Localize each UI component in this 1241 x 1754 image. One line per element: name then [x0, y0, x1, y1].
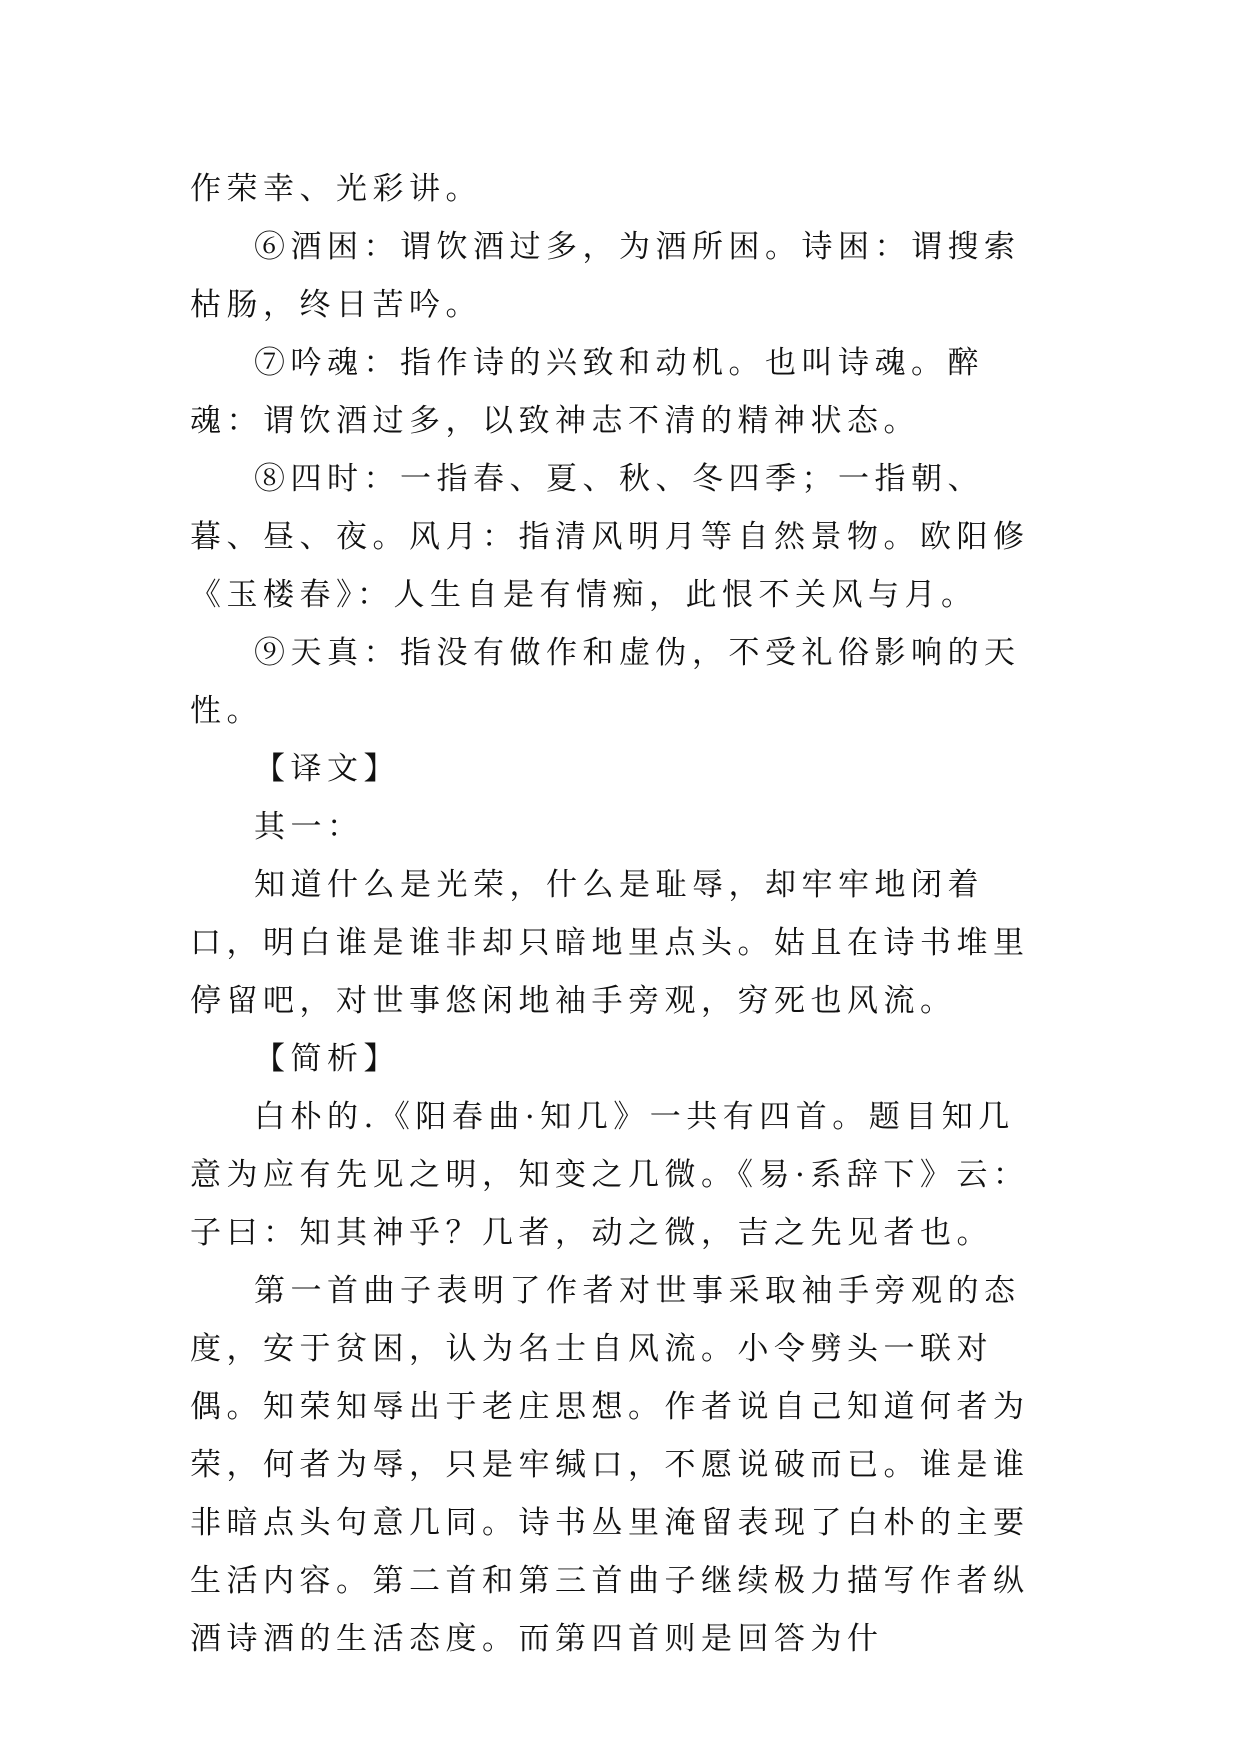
document-body	[190, 160, 1050, 1668]
analysis-paragraph-1: 白朴的.《阳春曲·知几》一共有四首。题目知几意为应有先见之明，知变之几微。《易·系辞下》云：子曰：知其神乎？几者，动之微，吉之先见者也。	[190, 1099, 1030, 1251]
analysis-paragraph-2: 第一首曲子表明了作者对世事采取袖手旁观的态度，安于贫困，认为名士自风流。小令劈头一联对偶。知荣知辱出于老庄思想。作者说自己知道何者为荣，何者为辱，只是牢缄口，不愿说破而已。谁是谁非暗点头句意几同。诗书丛里淹留表现了白朴的主要生活内容。第二首和第三首曲子继续极力描写作者纵酒诗酒的生活态度。而第四首则是回答为什	[190, 1273, 1030, 1657]
note-7: ⑦吟魂：指作诗的兴致和动机。也叫诗魂。醉魂：谓饮酒过多，以致神志不清的精神状态。	[190, 345, 984, 439]
note-9: ⑨天真：指没有做作和虚伪，不受礼俗影响的天性。	[190, 635, 1021, 729]
section-heading-analysis: 【简析】	[254, 1041, 400, 1077]
paragraph-continuation: 作荣幸、光彩讲。	[190, 171, 482, 207]
note-8: ⑧四时：一指春、夏、秋、冬四季；一指朝、暮、昼、夜。风月：指清风明月等自然景物。欧阳修《玉楼春》：人生自是有情痴，此恨不关风与月。	[190, 461, 1030, 613]
translation-text: 知道什么是光荣，什么是耻辱，却牢牢地闭着口，明白谁是谁非却只暗地里点头。姑且在诗书堆里停留吧，对世事悠闲地袖手旁观，穷死也风流。	[190, 867, 1030, 1019]
section-heading-translation: 【译文】	[254, 751, 400, 787]
note-6: ⑥酒困：谓饮酒过多，为酒所困。诗困：谓搜索枯肠，终日苦吟。	[190, 229, 1021, 323]
translation-label: 其一：	[254, 809, 364, 845]
